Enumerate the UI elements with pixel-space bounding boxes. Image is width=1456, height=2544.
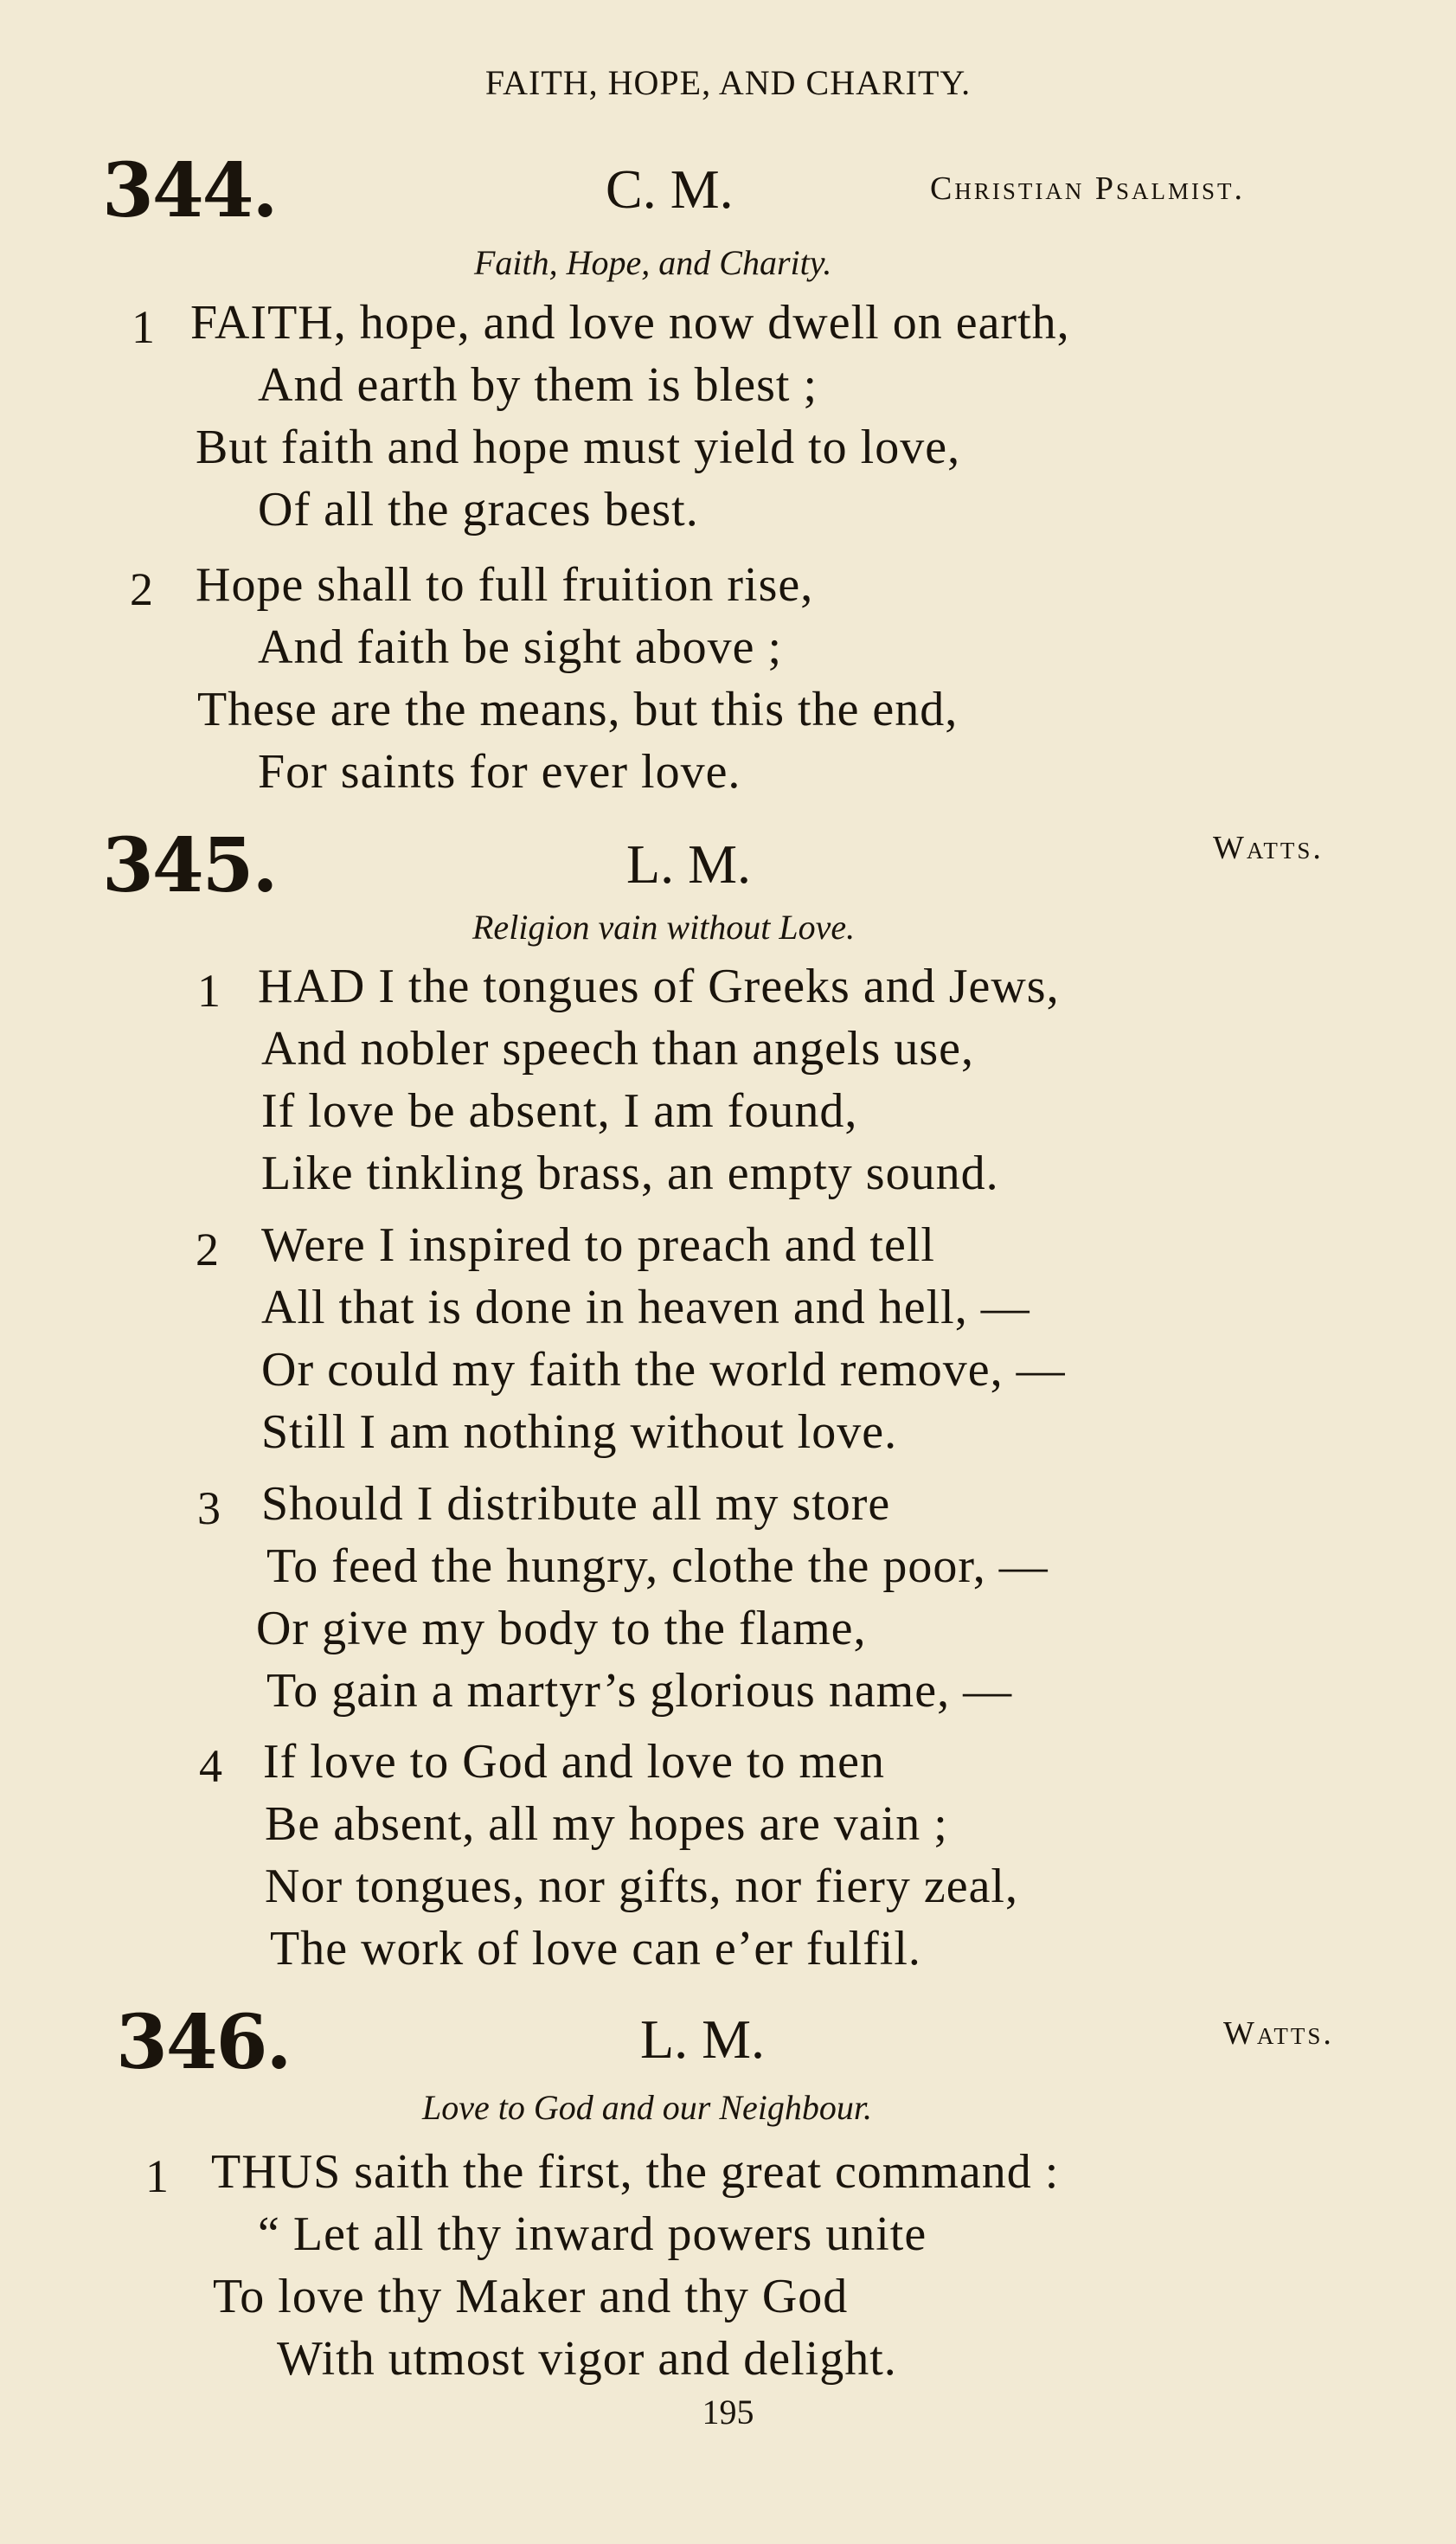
hymn-meter: L. M. [640,2008,765,2070]
running-head: FAITH, HOPE, AND CHARITY. [484,63,972,102]
verse-line: With utmost vigor and delight. [277,2332,897,2386]
hymn-author: Watts. [1213,830,1324,866]
hymn-subtitle: Faith, Hope, and Charity. [474,243,832,282]
hymn-author: Watts. [1223,2015,1334,2052]
verse-line: Or could my faith the world remove, — [261,1343,1066,1397]
stanza-number: 2 [196,1224,219,1275]
stanza-number: 2 [130,563,153,615]
verse-line: If love to God and love to men [263,1735,885,1789]
verse-line: But faith and hope must yield to love, [196,421,961,474]
verse-line: Hope shall to full fruition rise, [196,558,814,612]
verse-line: Or give my body to the flame, [256,1602,867,1655]
verse-line: The work of love can e’er fulfil. [270,1922,921,1975]
verse-line: HAD I the tongues of Greeks and Jews, [258,960,1060,1013]
verse-line: Should I distribute all my store [261,1477,891,1531]
verse-line: Like tinkling brass, an empty sound. [261,1147,999,1200]
stanza-number: 1 [145,2150,169,2202]
verse-line: To gain a martyr’s glorious name, — [266,1664,1013,1718]
verse-line: To love thy Maker and thy God [213,2270,849,2323]
hymn-subtitle: Religion vain without Love. [472,908,856,947]
verse-line: For saints for ever love. [258,745,741,799]
verse-line: Be absent, all my hopes are vain ; [265,1797,948,1851]
hymn-number: 345. [102,822,277,909]
verse-line: FAITH, hope, and love now dwell on earth, [190,296,1070,350]
hymn-number: 344. [102,147,277,234]
stanza-number: 1 [131,301,155,353]
hymn-author: Christian Psalmist. [930,170,1245,207]
verse-line: “ Let all thy inward powers unite [258,2207,927,2261]
stanza-number: 1 [197,965,221,1017]
verse-line: All that is done in heaven and hell, — [261,1281,1030,1334]
hymn-subtitle: Love to God and our Neighbour. [422,2088,872,2127]
verse-line: These are the means, but this the end, [197,683,959,736]
hymn-meter: C. M. [606,158,734,220]
verse-line: And nobler speech than angels use, [261,1022,974,1076]
verse-line: Of all the graces best. [258,483,699,536]
hymn-number: 346. [116,1999,291,2086]
verse-line: THUS saith the first, the great command : [211,2145,1060,2199]
verse-line: If love be absent, I am found, [261,1084,858,1138]
verse-line: Nor tongues, nor gifts, nor fiery zeal, [265,1860,1018,1913]
page-number: 195 [702,2393,754,2432]
verse-line: And faith be sight above ; [258,620,783,674]
hymn-meter: L. M. [626,833,751,895]
verse-line: Were I inspired to preach and tell [261,1218,935,1272]
stanza-number: 4 [199,1740,222,1792]
verse-line: Still I am nothing without love. [261,1405,898,1459]
stanza-number: 3 [197,1482,221,1534]
verse-line: And earth by them is blest ; [258,358,818,412]
verse-line: To feed the hungry, clothe the poor, — [266,1539,1049,1593]
